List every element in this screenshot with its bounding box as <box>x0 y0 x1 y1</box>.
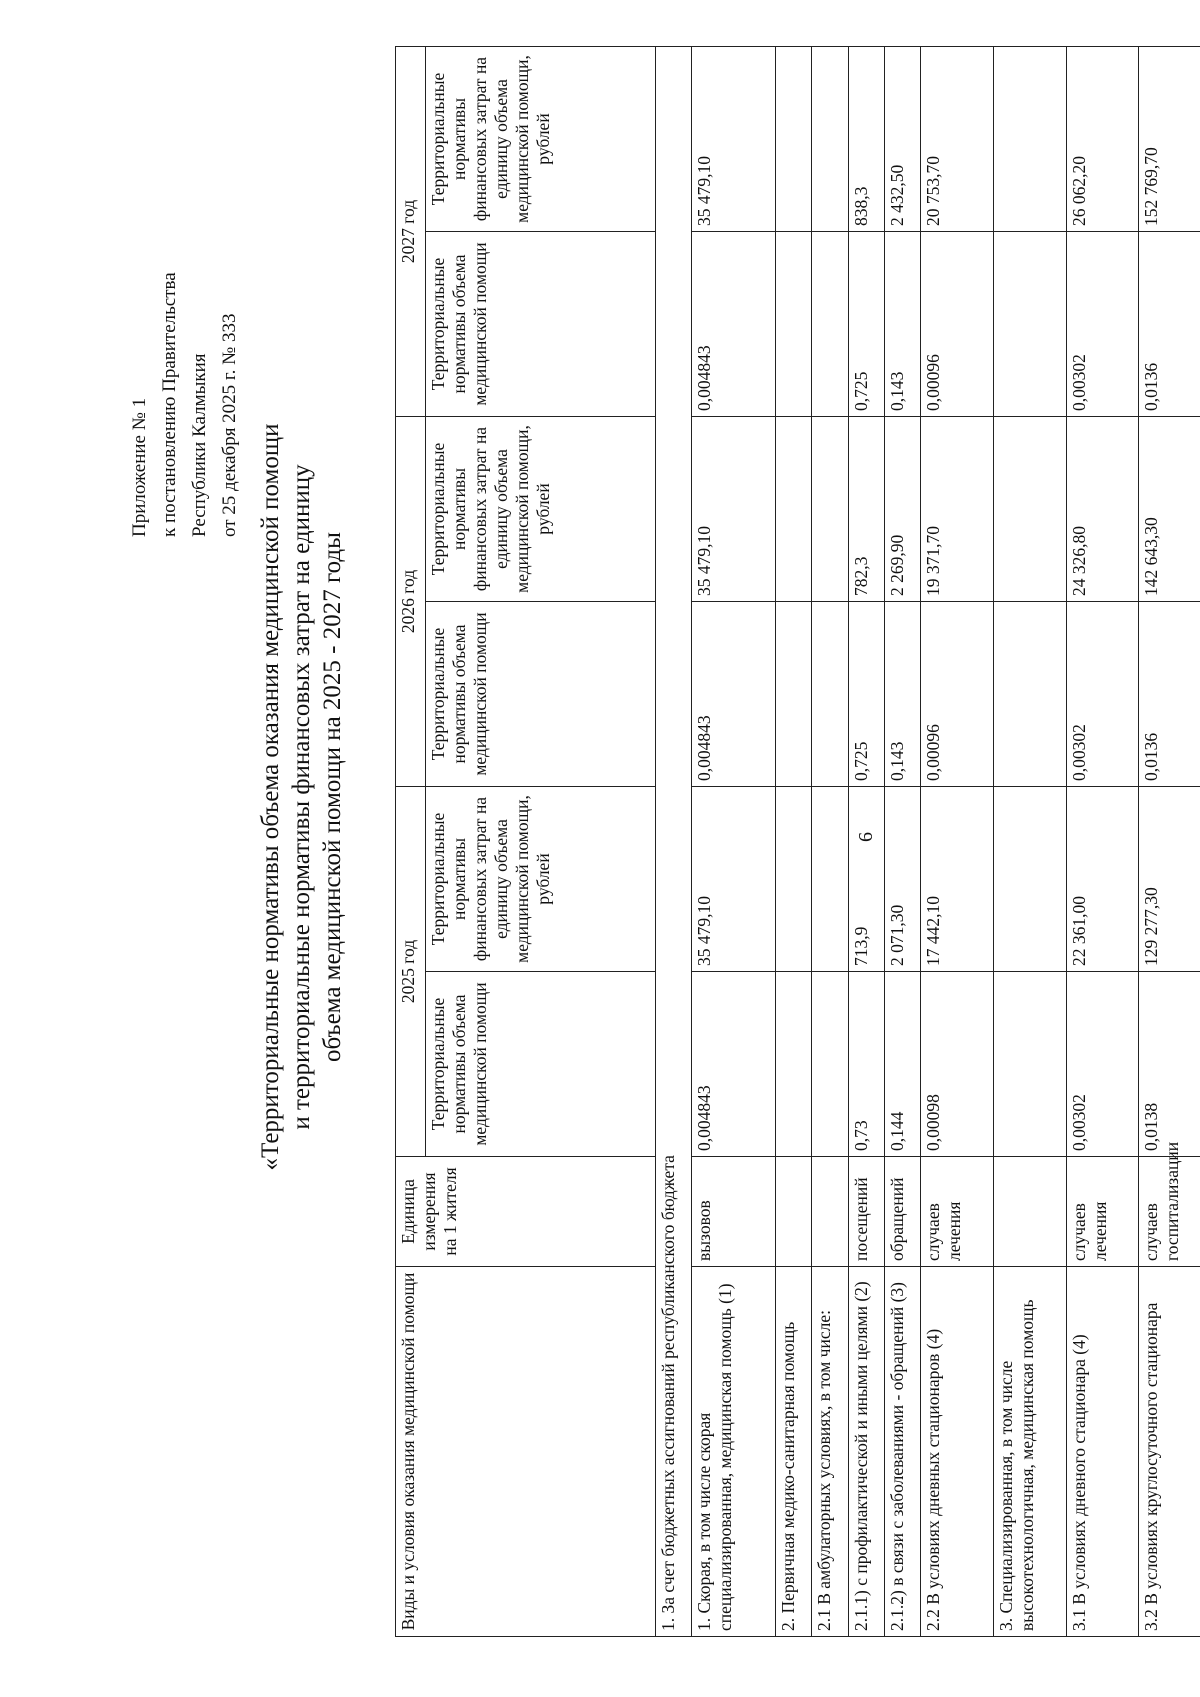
cost-2025: 129 277,30 <box>1139 787 1200 972</box>
row-name: 2.1 В амбулаторных условиях, в том числе: <box>812 1267 848 1637</box>
cost-2027: 20 753,70 <box>921 47 994 232</box>
section-row: 1. За счет бюджетных ассигнований республиканского бюджета <box>656 47 692 1637</box>
appendix-line-1: Приложение № 1 <box>129 397 150 537</box>
row-name: 2.2 В условиях дневных стационаров (4) <box>921 1267 994 1637</box>
subheader-cost: Территориальные нормативы финансовых затрат на единицу объема медицинской помощи, рублей <box>426 47 656 232</box>
row-unit: случаев лечения <box>1066 1157 1139 1267</box>
table-row <box>921 47 994 1637</box>
cost-2025: 713,9 <box>848 787 884 972</box>
cost-2026 <box>776 417 812 602</box>
subheader-volume: Территориальные нормативы объема медицинской помощи <box>426 232 656 417</box>
cost-2026: 142 643,30 <box>1139 417 1200 602</box>
header-year-2026: 2026 год <box>396 417 426 787</box>
cost-2027: 838,3 <box>848 47 884 232</box>
volume-2025: 0,0138 <box>1139 972 1200 1157</box>
cost-2025 <box>812 787 848 972</box>
subheader-volume: Территориальные нормативы объема медицинской помощи <box>426 602 656 787</box>
cost-2025 <box>994 787 1067 972</box>
header-year-2025: 2025 год <box>396 787 426 1157</box>
volume-2026 <box>994 602 1067 787</box>
volume-2026: 0,00302 <box>1066 602 1139 787</box>
volume-2026: 0,0136 <box>1139 602 1200 787</box>
volume-2025 <box>994 972 1067 1157</box>
table-row <box>885 47 921 1637</box>
volume-2027 <box>994 232 1067 417</box>
volume-2025: 0,00098 <box>921 972 994 1157</box>
appendix-line-4: от 25 декабря 2025 г. № 333 <box>219 313 240 537</box>
volume-2026 <box>812 602 848 787</box>
row-name: 3.2 В условиях круглосуточного стационара <box>1139 1267 1200 1637</box>
appendix-line-3: Республики Калмыкия <box>189 353 210 537</box>
header-year-2027: 2027 год <box>396 47 426 417</box>
row-unit: случаев лечения <box>921 1157 994 1267</box>
subheader-cost: Территориальные нормативы финансовых затрат на единицу объема медицинской помощи, рублей <box>426 417 656 602</box>
row-unit <box>776 1157 812 1267</box>
volume-2027: 0,0136 <box>1139 232 1200 417</box>
subheader-volume: Территориальные нормативы объема медицинской помощи <box>426 972 656 1157</box>
row-name: 3.1 В условиях дневного стационара (4) <box>1066 1267 1139 1637</box>
cost-2027 <box>812 47 848 232</box>
table-row <box>994 47 1067 1637</box>
cost-2027 <box>776 47 812 232</box>
volume-2025: 0,004843 <box>692 972 776 1157</box>
table-row <box>1066 47 1139 1637</box>
subheader-cost: Территориальные нормативы финансовых затрат на единицу объема медицинской помощи, рублей <box>426 787 656 972</box>
table-row <box>776 47 812 1637</box>
volume-2026 <box>776 602 812 787</box>
cost-2025: 2 071,30 <box>885 787 921 972</box>
row-name: 2. Первичная медико-санитарная помощь <box>776 1267 812 1637</box>
cost-2027: 26 062,20 <box>1066 47 1139 232</box>
cost-2025: 22 361,00 <box>1066 787 1139 972</box>
volume-2026: 0,143 <box>885 602 921 787</box>
volume-2026: 0,004843 <box>692 602 776 787</box>
row-name: 2.1.1) с профилактической и иными целями (2) <box>848 1267 884 1637</box>
header-kinds: Виды и условия оказания медицинской помощи <box>396 1267 656 1637</box>
cost-2026: 782,3 <box>848 417 884 602</box>
volume-2027 <box>812 232 848 417</box>
volume-2027: 0,725 <box>848 232 884 417</box>
table-row <box>1139 47 1200 1637</box>
cost-2026 <box>994 417 1067 602</box>
volume-2026: 0,00096 <box>921 602 994 787</box>
document-title <box>255 157 348 1437</box>
row-unit: посещений <box>848 1157 884 1267</box>
table-row <box>692 47 776 1637</box>
row-unit <box>994 1157 1067 1267</box>
cost-2027: 2 432,50 <box>885 47 921 232</box>
norms-table <box>395 46 1200 1637</box>
title-line-2: и территориальные нормативы финансовых затрат на единицу <box>288 464 315 1130</box>
title-line-1: «Территориальные нормативы объема оказания медицинской помощи <box>257 423 284 1171</box>
volume-2025: 0,00302 <box>1066 972 1139 1157</box>
appendix-line-2: к постановлению Правительства <box>159 272 180 537</box>
volume-2025: 0,73 <box>848 972 884 1157</box>
volume-2027: 0,00096 <box>921 232 994 417</box>
cost-2025 <box>776 787 812 972</box>
header-unit: Единица измерения на 1 жителя <box>396 1157 656 1267</box>
title-line-3: объема медицинской помощи на 2025 - 2027 годы <box>319 532 346 1062</box>
row-unit: обращений <box>885 1157 921 1267</box>
table-row <box>812 47 848 1637</box>
cost-2027: 152 769,70 <box>1139 47 1200 232</box>
cost-2026 <box>812 417 848 602</box>
volume-2027 <box>776 232 812 417</box>
cost-2025: 35 479,10 <box>692 787 776 972</box>
volume-2027: 0,143 <box>885 232 921 417</box>
appendix-header <box>125 117 245 537</box>
volume-2025 <box>812 972 848 1157</box>
cost-2026: 35 479,10 <box>692 417 776 602</box>
row-unit: случаев госпитализации <box>1139 1157 1200 1267</box>
cost-2027 <box>994 47 1067 232</box>
cost-2026: 2 269,90 <box>885 417 921 602</box>
cost-2025: 17 442,10 <box>921 787 994 972</box>
page-number: 6 <box>855 832 877 842</box>
row-name: 1. Скорая, в том числе скорая специализированная, медицинская помощь (1) <box>692 1267 776 1637</box>
row-name: 3. Специализированная, в том числе высокотехнологичная, медицинская помощь <box>994 1267 1067 1637</box>
volume-2025: 0,144 <box>885 972 921 1157</box>
volume-2025 <box>776 972 812 1157</box>
volume-2027: 0,004843 <box>692 232 776 417</box>
volume-2027: 0,00302 <box>1066 232 1139 417</box>
row-unit <box>812 1157 848 1267</box>
row-name: 2.1.2) в связи с заболеваниями - обращений (3) <box>885 1267 921 1637</box>
cost-2026: 24 326,80 <box>1066 417 1139 602</box>
row-unit: вызовов <box>692 1157 776 1267</box>
cost-2027: 35 479,10 <box>692 47 776 232</box>
cost-2026: 19 371,70 <box>921 417 994 602</box>
volume-2026: 0,725 <box>848 602 884 787</box>
